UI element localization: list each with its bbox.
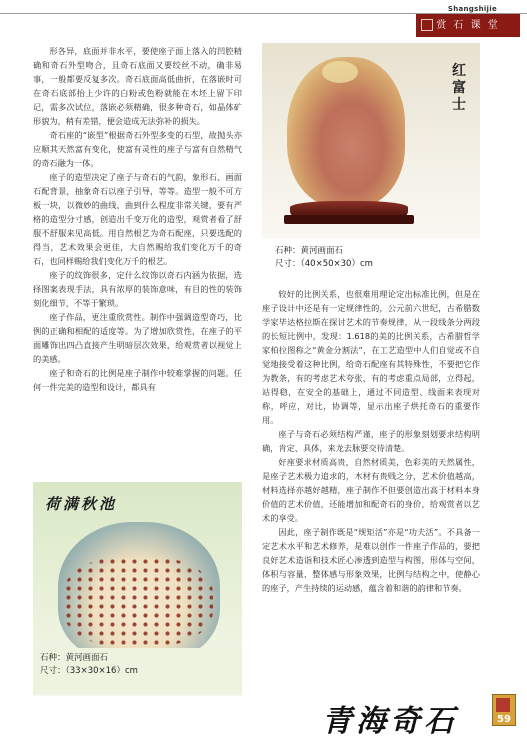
stone-title: 荷满秋池 <box>45 495 118 513</box>
stone-size-label: 尺寸：（33×30×16）cm <box>40 666 138 676</box>
right-text-column <box>262 287 480 595</box>
page-number: 59 <box>492 694 516 726</box>
paragraph: 形各异，底面并非水平，要使座子面上落入的凹腔精确和奇石外型吻合，且奇石底面又要绞丝不动，确非易事，一般都要反复多次。奇石底面高低曲折，在落嵌时可在奇石底部抬上少许的白粉或色粉就能在木坯上留下印记，需多次试位，落嵌必须精确，很多种奇石，如晶体矿形貌为，稍有差错，便会造成无法弥补的损失。 <box>33 46 242 126</box>
paragraph: 座子与奇石必须结构严谨，座子的形象刻划要求结构明确，肯定、具体，来龙去脉要交待清楚。 <box>262 429 480 453</box>
paragraph: 奇石座的“嵌型”根据奇石外型多变的石型，故抛头亦应顺其天然富有变化，使富有灵性的座子与富有自然精气的奇石融为一体。 <box>33 130 242 168</box>
magazine-brand: Shangshijie <box>447 5 497 13</box>
paragraph: 座子作品，更注重欣赏性。制作中强调造型奇巧，比例的正确和相配的适度等。为了增加欣赏性，在座子的平面雕饰出四凸直接产生明暗层次效果，给观赏者以视觉上的美感。 <box>33 312 242 364</box>
paragraph: 座子的造型决定了座子与奇石的气韵，象形石、画面石配背景，抽象奇石以座子引导，等等。造型一般不可方板一块，以微妙的曲线，曲到什么程度非常关键，要有严格的造型分寸感，创造出千变万化的造型，观赏者看了舒服不舒服来见高低。用自然根艺为奇石配座，只要选配的得当，艺术效果会更佳，大自然赐给我们变化万千的奇石，也同样赐给我们变化万千的根艺。 <box>33 172 242 266</box>
wooden-stand-base <box>284 215 414 224</box>
paragraph: 座子和奇石的比例是座子制作中较难掌握的问题。任何一件完美的造型和设计，都具有 <box>33 368 242 392</box>
stone-size-label: 尺寸：（40×50×30）cm <box>275 259 373 269</box>
paragraph: 因此，座子制作既是“规矩活”亦是“功夫活”。不具备一定艺术水平和艺术修养，是难以创作一件座子作品的，要把良好艺术造诣和技术匠心渗透到造型与构图，形体与空间，体积与容量，整体感与形象效果，比例与结构之中，使静心的座子，产生持续的运动感，蕴含着和谐的韵律和节奏。 <box>262 527 480 593</box>
paragraph: 好座要求材质高贵，自然材质美，色彩美的天然属性，是座子艺术极力追求的，木材有贵贱之分，艺术价值越高，材料选择亦越好越精，座子制作不但要创造出高于材料本身价值的艺术价值，还能增加和配奇石的身价，给观赏者以艺术的享受。 <box>262 457 480 523</box>
paragraph: 座子的纹饰很多，定什么纹饰以奇石内涵为依据，选择图案表现手法，具有浓厚的装饰意味，有目的性的装饰刻化细节，不等于繁琐。 <box>33 270 242 308</box>
paragraph: 较好的比例关系，也很难用理论定出标准比例，但是在座子设计中还是有一定规律性的，公元前六世纪，古希腊数学家毕达格拉斯在探讨艺术的节奏规律，从一段线条分两段的长短比例中，发现：1.618的美的比例关系，古希腊哲学家柏拉图称之“黄金分割法”，在工艺造型中人们自觉或不自觉地接受着这种比例，给奇石配座有其特殊性，不要把它作为教条，有的考虑艺术夸张，有的考虑重点局部，立得起，站得稳，在安全的基础上，通过不同造型、线面来表现对称，呼应，对比，协调等，显示出座子烘托奇石的重要作用。 <box>262 289 480 425</box>
stone-highlight <box>322 61 358 83</box>
stone-type-label: 石种：黄河画面石 <box>275 246 344 256</box>
left-text-column <box>33 44 242 394</box>
section-label: 赏 石 课 堂 <box>416 14 520 37</box>
figure-caption <box>275 245 373 271</box>
stone-type-label: 石种：黄河画面石 <box>40 653 109 663</box>
stone-pattern <box>63 557 213 647</box>
footer-logo: 青海奇石 <box>322 704 458 739</box>
stone-title: 红富士 <box>452 63 466 113</box>
figure-caption <box>40 652 138 678</box>
stone-photo-red-fuji <box>262 43 480 238</box>
